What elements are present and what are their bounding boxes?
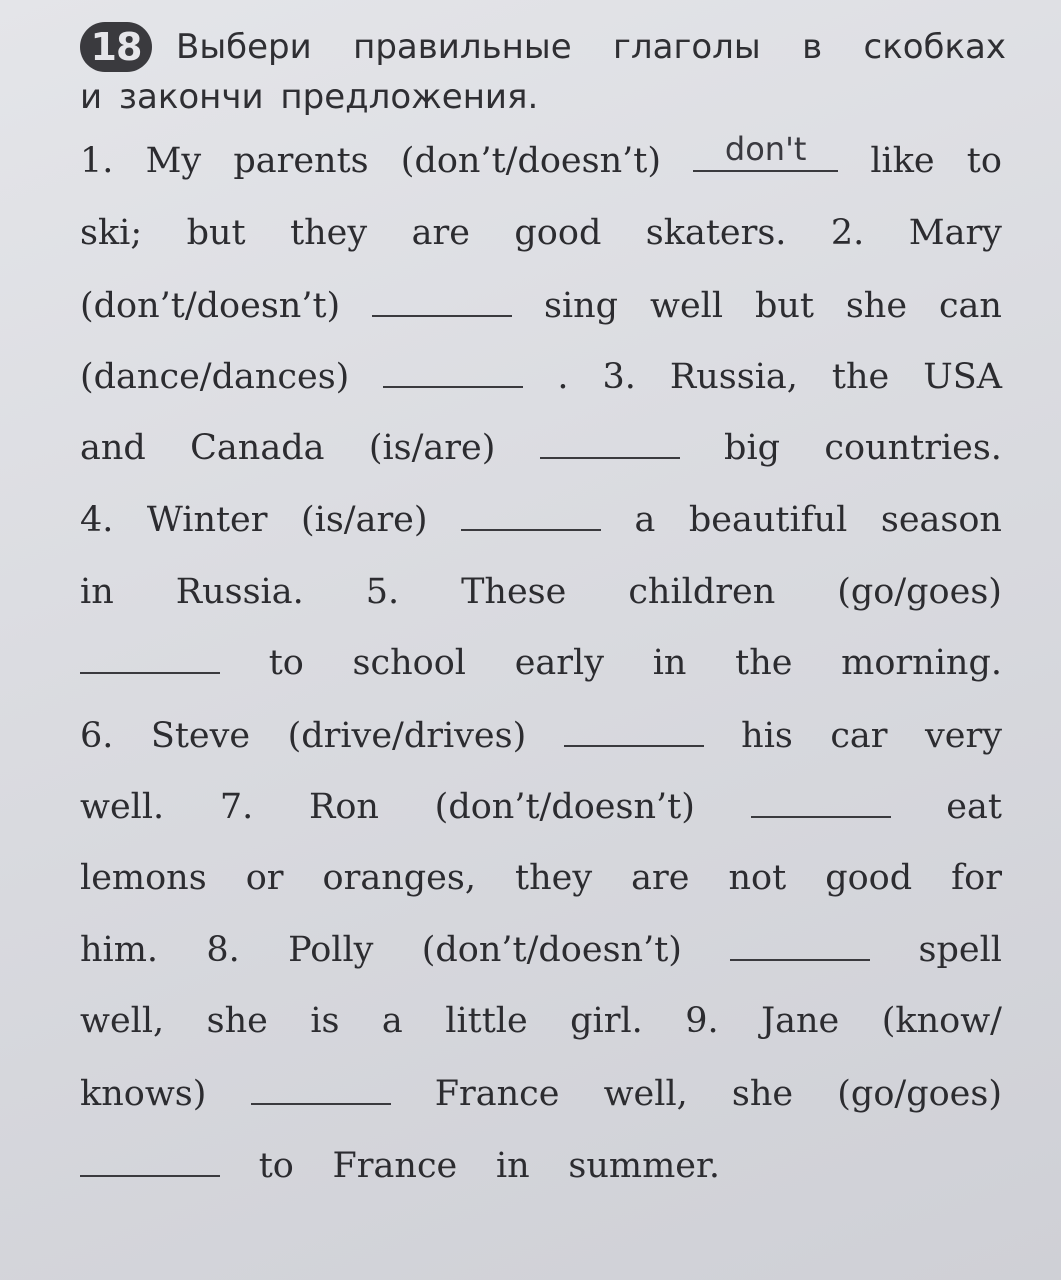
- answer-blank[interactable]: [251, 1073, 391, 1105]
- word: (know/: [881, 1001, 1002, 1041]
- answer-blank[interactable]: [540, 427, 680, 459]
- word: season: [880, 500, 1002, 540]
- word: USA: [923, 357, 1002, 397]
- word: (go/goes): [837, 1074, 1002, 1114]
- sentence-line: [80, 715, 1002, 761]
- word: Russia.: [175, 572, 304, 612]
- word: 5.: [365, 572, 400, 612]
- exercise-number-badge: 18: [80, 22, 152, 72]
- word: knows): [80, 1074, 207, 1114]
- answer-blank[interactable]: [730, 929, 870, 961]
- word: 6.: [80, 716, 114, 756]
- word: a: [381, 1001, 403, 1041]
- word: little: [445, 1001, 528, 1041]
- word: 8.: [206, 930, 240, 970]
- word: .: [557, 357, 569, 397]
- sentence-line: [80, 130, 1002, 186]
- word: very: [924, 716, 1002, 756]
- word: Ron: [309, 787, 379, 827]
- word: in: [652, 643, 687, 683]
- word: early: [514, 643, 604, 683]
- word: to: [268, 643, 304, 683]
- word: can: [938, 286, 1002, 326]
- word: beautiful: [688, 500, 848, 540]
- answer-blank[interactable]: [751, 786, 891, 818]
- answer-blank[interactable]: [564, 715, 704, 747]
- word: Steve: [150, 716, 251, 756]
- word: children: [628, 572, 776, 612]
- answer-blank[interactable]: [80, 1145, 220, 1177]
- word: are: [631, 858, 690, 898]
- sentence-line: [80, 427, 1002, 473]
- word: Mary: [908, 213, 1002, 253]
- word: him.: [80, 930, 159, 970]
- word: in: [495, 1146, 530, 1186]
- sentence-line: [80, 213, 1002, 259]
- sentence-line: [80, 929, 1002, 975]
- word: she: [845, 286, 908, 326]
- word: (don’t/doesn’t): [434, 787, 695, 827]
- word: 4.: [80, 500, 114, 540]
- word: 9.: [685, 1001, 719, 1041]
- sentence-line: [80, 1073, 1002, 1119]
- word: countries.: [824, 428, 1002, 468]
- word: France: [434, 1074, 560, 1114]
- word: for: [951, 858, 1002, 898]
- word: (go/goes): [837, 572, 1002, 612]
- sentence-line: [80, 1001, 1002, 1047]
- word: summer.: [568, 1146, 720, 1186]
- word: and: [80, 428, 146, 468]
- word: 7.: [219, 787, 254, 827]
- word: Russia,: [669, 357, 798, 397]
- instruction-line-1: Выбери правильные глаголы в скобках: [176, 27, 1006, 67]
- word: the: [735, 643, 793, 683]
- answer-blank[interactable]: [461, 499, 601, 531]
- word: (don’t/doesn’t): [421, 930, 682, 970]
- word: but: [186, 213, 246, 253]
- word: girl.: [570, 1001, 643, 1041]
- word: she: [731, 1074, 794, 1114]
- instruction-line-2: и закончи предложения.: [80, 77, 539, 117]
- word: good: [514, 213, 602, 253]
- word: (dance/dances): [80, 357, 350, 397]
- word: the: [831, 357, 890, 397]
- word: in: [80, 572, 114, 612]
- word: Polly: [288, 930, 374, 970]
- word: France: [332, 1146, 458, 1186]
- word: to: [966, 141, 1002, 181]
- word: well: [649, 286, 724, 326]
- word: 3.: [602, 357, 636, 397]
- sentence-line: [80, 1145, 720, 1191]
- word: Jane: [761, 1001, 840, 1041]
- word: 2.: [830, 213, 865, 253]
- word: eat: [946, 787, 1002, 827]
- word: to: [258, 1146, 294, 1186]
- word: Canada: [190, 428, 325, 468]
- word: well,: [603, 1074, 688, 1114]
- word: a: [634, 500, 656, 540]
- word: well,: [80, 1001, 165, 1041]
- sentence-line: [80, 285, 1002, 331]
- word: car: [830, 716, 888, 756]
- sentence-line: [80, 786, 1002, 832]
- word: good: [825, 858, 913, 898]
- word: she: [206, 1001, 268, 1041]
- word: (don’t/doesn’t): [400, 141, 661, 181]
- word: they: [515, 858, 593, 898]
- word: or: [245, 858, 284, 898]
- word: ski;: [80, 213, 143, 253]
- word: like: [870, 141, 935, 181]
- word: (is/are): [368, 428, 496, 468]
- word: My: [145, 141, 202, 181]
- word: (don’t/doesn’t): [80, 286, 341, 326]
- answer-blank[interactable]: [383, 356, 523, 388]
- word: (drive/drives): [287, 716, 527, 756]
- word: are: [411, 213, 470, 253]
- word: his: [741, 716, 793, 756]
- sentence-line: [80, 642, 1002, 688]
- word: but: [754, 286, 814, 326]
- word: sing: [543, 286, 619, 326]
- answer-blank[interactable]: [372, 285, 512, 317]
- word: big: [724, 428, 781, 468]
- word: spell: [918, 930, 1002, 970]
- sentence-line: [80, 356, 1002, 402]
- answer-blank[interactable]: [693, 130, 838, 172]
- word: is: [310, 1001, 340, 1041]
- sentence-line: [80, 858, 1002, 904]
- word: oranges,: [322, 858, 476, 898]
- word: (is/are): [300, 500, 428, 540]
- sentence-line: [80, 572, 1002, 618]
- word: not: [728, 858, 787, 898]
- word: school: [352, 643, 466, 683]
- word: well.: [80, 787, 165, 827]
- word: These: [461, 572, 567, 612]
- word: they: [290, 213, 368, 253]
- word: parents: [233, 141, 369, 181]
- word: 1.: [80, 141, 114, 181]
- word: morning.: [841, 643, 1002, 683]
- word: lemons: [80, 858, 207, 898]
- answer-blank[interactable]: [80, 642, 220, 674]
- word: Winter: [146, 500, 268, 540]
- word: skaters.: [645, 213, 787, 253]
- sentence-line: [80, 499, 1002, 545]
- handwritten-answer: don't: [724, 130, 807, 168]
